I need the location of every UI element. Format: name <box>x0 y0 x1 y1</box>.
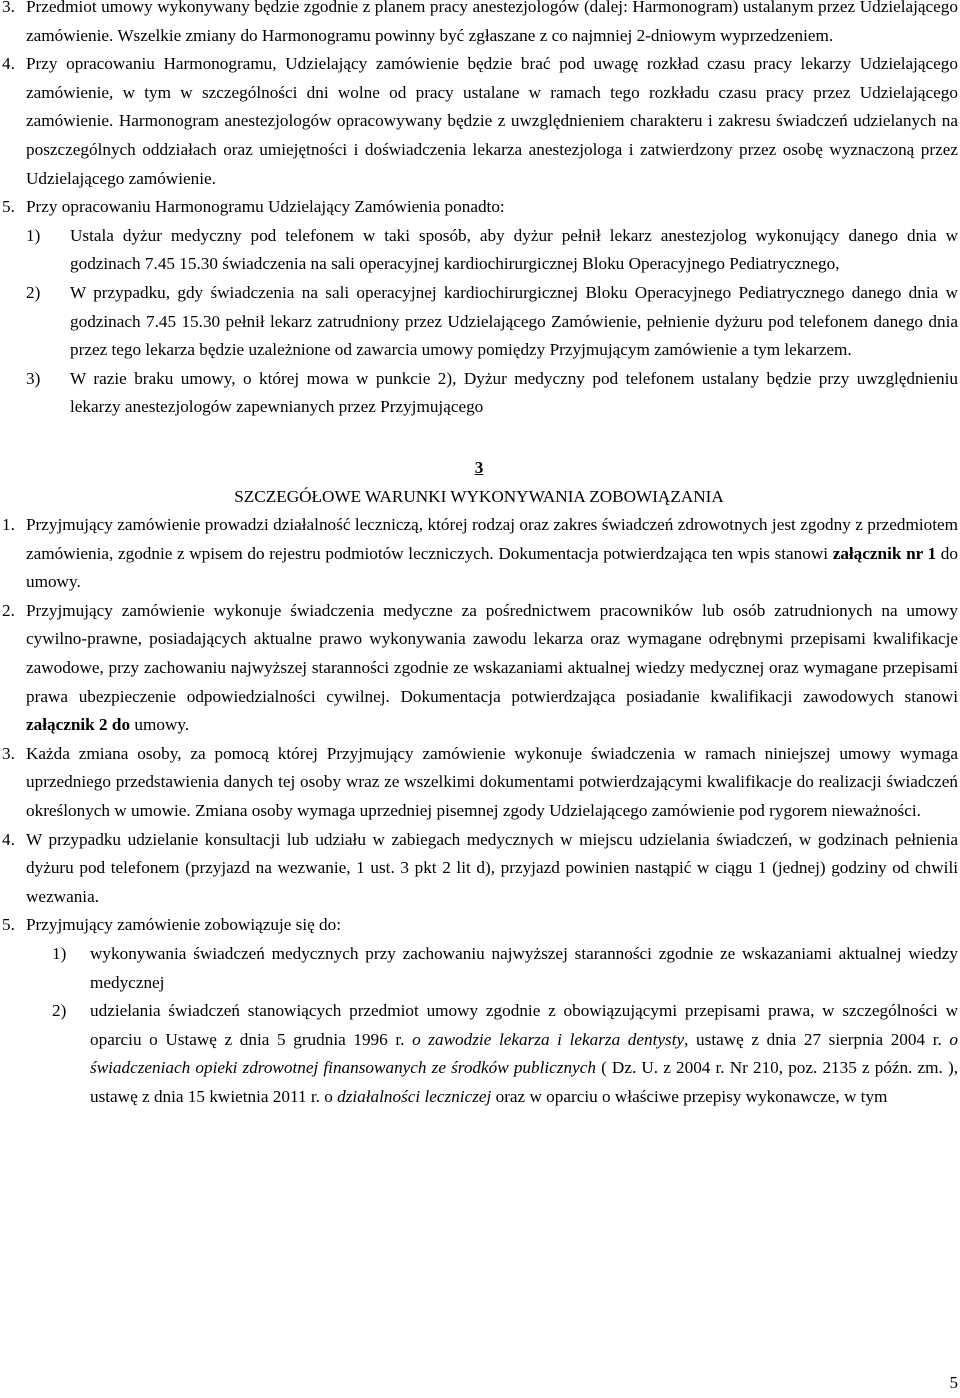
item-text: W przypadku udzielanie konsultacji lub udziału w zabiegach medycznych w miejscu udzielania świadczeń, w godzinach pełnienia dyżuru pod telefonem (przyjazd na wezwanie, 1 ust. 3 pkt 2 lit d), przyjazd powinien nastąpić w ciągu 1 (jednej) godziny od chwili wezwania. <box>26 829 958 906</box>
item-text: Przyjmujący zamówienie wykonuje świadczenia medyczne za pośrednictwem pracowników lub osób zatrudnionych na umowy cywilno-prawne, posiadających aktualne prawo wykonywania zawodu lekarza oraz wymagane odrębnymi przepisami kwalifikacje zawodowe, przy zachowaniu najwyższej staranności zgodnie ze wskazaniami aktualnej wiedzy medycznej oraz wymagane przepisami prawa ubezpieczenie odpowiedzialności cywilnej. Dokumentacja potwierdzająca posiadanie kwalifikacji zawodowych stanowi <box>26 600 958 706</box>
item-text: umowy. <box>130 715 190 735</box>
item-number: 3. <box>2 0 15 16</box>
item-text: Przyjmujący zamówienie zobowiązuje się do: <box>26 915 341 935</box>
sub-list-item <box>26 222 958 279</box>
section-number-text: 3 <box>474 457 484 477</box>
sub-item-text: udzielania świadczeń stanowiących przedmiot umowy zgodnie z obowiązującymi przepisami prawa, w szczególności w oparciu o Ustawę z dnia 5 grudnia 1996 r. <box>90 1001 958 1049</box>
sub-item-text: , ustawę z dnia 27 sierpnia 2004 r. <box>684 1029 950 1049</box>
attachment-reference: załącznik nr 1 <box>832 543 937 563</box>
list-item <box>0 193 958 222</box>
page-number: 5 <box>949 1373 958 1392</box>
sub-item-text: wykonywania świadczeń medycznych przy zachowaniu najwyższej staranności zgodnie ze wskazaniami aktualnej wiedzy medycznej <box>90 944 958 992</box>
item-text: Każda zmiana osoby, za pomocą której Przyjmujący zamówienie wykonuje świadczenia w ramach niniejszej umowy wymaga uprzedniego przedstawienia danych tej osoby wraz ze wszelkimi dokumentami potwierdzającymi kwalifikacje do realizacji świadczeń określonych w umowie. Zmiana osoby wymaga uprzedniej pisemnej zgody Udzielającego zamówienie pod rygorem nieważności. <box>26 743 958 821</box>
sub-item-number: 2) <box>26 282 41 302</box>
item-text: Przyjmujący zamówienie prowadzi działalność leczniczą, której rodzaj oraz zakres świadczeń zdrowotnych jest zgodny z przedmiotem zamówienia, zgodnie z wpisem do rejestru podmiotów leczniczych. Dokumentacja potwierdzająca ten wpis stanowi <box>26 515 958 563</box>
sub-list-item <box>26 365 958 422</box>
item-number: 3. <box>2 743 15 763</box>
section-title: SZCZEGÓŁOWE WARUNKI WYKONYWANIA ZOBOWIĄZANIA <box>234 486 724 506</box>
item-number: 4. <box>2 829 15 849</box>
list-item <box>0 597 958 740</box>
item-text: Przedmiot umowy wykonywany będzie zgodnie z planem pracy anestezjologów (dalej: Harmonogram) ustalanym przez Udzielającego zamówienie. Wszelkie zmiany do Harmonogramu powinny być zgłaszane z co najmniej 2-dniowym wyprzedzeniem. <box>26 0 958 45</box>
list-item <box>0 50 958 193</box>
item-text: Przy opracowaniu Harmonogramu Udzielający Zamówienia ponadto: <box>26 197 505 217</box>
sub-item-text: Ustala dyżur medyczny pod telefonem w taki sposób, aby dyżur pełnił lekarz anestezjolog wykonujący danego dnia w godzinach 7.45 15.30 świadczenia na sali operacyjnej kardiochirurgicznej Bloku Operacyjnego Pediatrycznego, <box>70 225 958 274</box>
item-number: 5. <box>2 915 15 935</box>
sub-item-number: 1) <box>52 944 67 963</box>
attachment-reference: załącznik 2 do <box>26 715 131 735</box>
item-number: 2. <box>2 600 15 620</box>
spacer <box>0 422 958 452</box>
law-title: o świadczeniach opieki zdrowotnej finansowanych ze środków publicznych <box>90 1029 958 1078</box>
list-item <box>0 511 958 597</box>
sub-item-text: W przypadku, gdy świadczenia na sali operacyjnej kardiochirurgicznej Bloku Operacyjnego Pediatrycznego danego dnia w godzinach 7.45 15.30 pełnił lekarz zatrudniony przez Udzielającego Zamówienie, pełnienie dyżuru pod telefonem danego dnia przez tego lekarza będzie uzależnione od zawarcia umowy pomiędzy Przyjmującym zamówienie a tym lekarzem. <box>70 282 958 360</box>
sub-item-number: 1) <box>26 225 41 245</box>
item-text: do umowy. <box>26 543 958 592</box>
list-item <box>0 911 958 940</box>
section-number <box>0 454 958 483</box>
list-item <box>0 0 958 50</box>
law-title: działalności leczniczej <box>337 1086 492 1106</box>
list-item <box>0 740 958 826</box>
sub-list-item <box>52 997 958 1111</box>
sub-item-text: ( Dz. U. z 2004 r. Nr 210, poz. 2135 z późn. zm. ), ustawę z dnia 15 kwietnia 2011 r. o <box>90 1058 958 1106</box>
item-text: Przy opracowaniu Harmonogramu, Udzielający zamówienie będzie brać pod uwagę rozkład czasu pracy lekarzy Udzielającego zamówienie, w tym w szczególności dni wolne od pracy ustalane w ramach tego rozkładu czasu pracy przez Udzielającego zamówienie. Harmonogram anestezjologów opracowywany będzie z uwzględnieniem charakteru i zakresu świadczeń udzielanych na poszczególnych oddziałach oraz umiejętności i doświadczenia lekarza anestezjologa i zatwierdzony przez osobę wyznaczoną przez Udzielającego zamówienie. <box>26 54 958 188</box>
item-number: 1. <box>2 515 15 535</box>
item-number: 4. <box>2 54 15 74</box>
law-title: o zawodzie lekarza i lekarza dentysty <box>412 1029 685 1049</box>
sub-item-text: W razie braku umowy, o której mowa w punkcie 2), Dyżur medyczny pod telefonem ustalany będzie przy uwzględnieniu lekarzy anestezjologów zapewnianych przez Przyjmującego <box>70 368 958 417</box>
sub-item-number: 2) <box>52 1001 67 1021</box>
sub-item-text: oraz w oparciu o właściwe przepisy wykonawcze, w tym <box>491 1086 888 1106</box>
sub-list-item <box>26 279 958 365</box>
sub-item-number: 3) <box>26 368 41 388</box>
sub-list-item <box>52 940 958 997</box>
item-number: 5. <box>2 197 15 217</box>
list-item <box>0 826 958 912</box>
